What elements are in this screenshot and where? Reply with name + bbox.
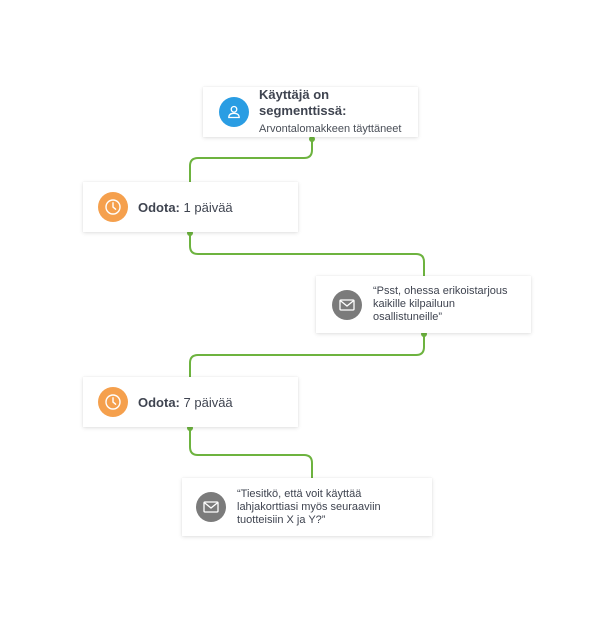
user-icon — [219, 97, 249, 127]
wait-value: 7 päivää — [183, 394, 233, 410]
wait-value: 1 päivää — [183, 199, 233, 215]
connector-message-1-to-wait-2 — [190, 334, 424, 377]
message-text: “Tiesitkö, että voit käyttää lahjakorttiasi myös seuraaviin tuotteisiin X ja Y?” — [237, 487, 381, 526]
message-card[interactable] — [316, 276, 531, 333]
trigger-subtitle: Arvontalomakkeen täyttäneet — [259, 123, 402, 135]
envelope-icon — [196, 492, 226, 522]
wait-label: Odota: — [138, 394, 180, 410]
connector-wait-2-to-message-2 — [190, 428, 312, 478]
clock-icon — [98, 192, 128, 222]
wait-card[interactable] — [83, 182, 298, 232]
trigger-card[interactable] — [203, 87, 418, 137]
envelope-icon — [332, 290, 362, 320]
message-text: “Psst, ohessa erikoistarjous kaikille kilpailuun osallistuneille” — [373, 285, 508, 323]
message-card[interactable] — [182, 478, 432, 536]
wait-label: Odota: — [138, 199, 180, 215]
clock-icon — [98, 387, 128, 417]
wait-card[interactable] — [83, 377, 298, 427]
connector-wait-1-to-message-1 — [190, 233, 424, 276]
trigger-title: Käyttäjä on segmenttissä: — [259, 87, 347, 118]
connector-trigger-to-wait-1 — [190, 139, 312, 182]
